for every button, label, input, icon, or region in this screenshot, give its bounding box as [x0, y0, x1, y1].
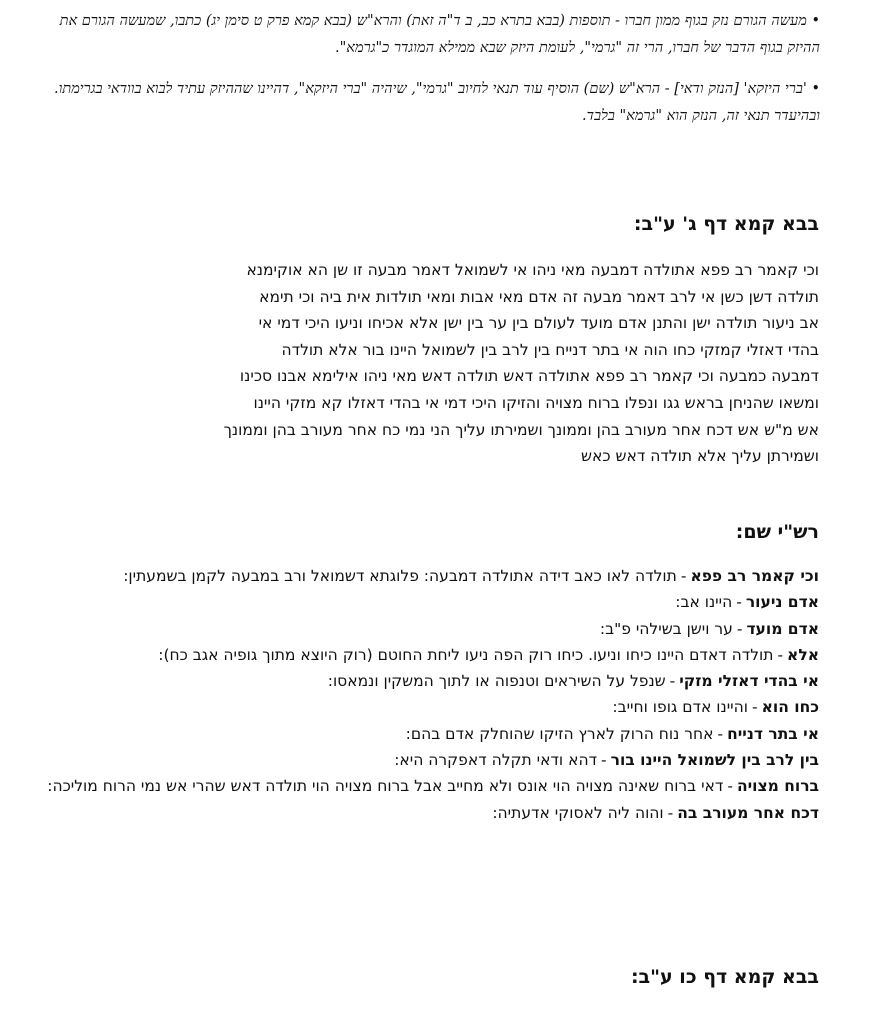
gemara-line: ומשאו שהניחן בראש גגו ונפלו ברוח מצויה והזיקו היכי דמי אי בהדי דאזלו קא מזקי היינו: [253, 393, 819, 412]
rashi-entry: [41, 589, 819, 615]
dibur-hamatchil: אי בהדי דאזלי מזקי: [679, 672, 819, 691]
rashi-text: דאי ברוח שאינה מצויה הוי אונס ולא מחייב אבל ברוח מצויה הוי תולדה דאש שהרי אש נמי הרוח מוליכה:: [47, 777, 724, 796]
dash-separator: -: [680, 567, 687, 585]
dash-separator: -: [736, 619, 743, 638]
dash-separator: -: [601, 751, 607, 770]
gemara-line: אב ניעור תולדה ישן והתנן אדם מועד לעולם בין ער בין ישן אלא אכיחו וניעו היכי דמי אי: [258, 314, 819, 333]
rashi-text: דהא ודאי תקלה דאפקרה היא:: [394, 751, 598, 770]
note-text: 'ברי היזקא' [הנזק ודאי] - הרא"ש (שם) הוסיף עוד תנאי לחיוב "גרמי", שיהיה "ברי היזקא", דהיינו שההיזק עתיד לבוא בוודאי בגרימתו. ובהיעדר תנאי זה, הנזק הוא "גרמא" בלבד.: [54, 81, 820, 124]
gemara-line: דמבעה כמבעה וכי קאמר רב פפא אתולדה דאש תולדה דאש מאי ניהו אילימא אבנו סכינו: [239, 367, 819, 386]
rashi-entry: [41, 773, 819, 799]
rashi-entry: [41, 747, 819, 773]
dibur-hamatchil: אדם ניעור: [745, 593, 819, 612]
gemara-line: אש מ"ש אש דכח אחר מעורב בהן וממונך ושמירתו עליך הני נמי כח אחר מעורב בהן וממונך: [223, 420, 819, 439]
rashi-entry: [41, 668, 819, 694]
dibur-hamatchil: אלא: [787, 645, 819, 664]
dibur-hamatchil: דכח אחר מעורב בה: [677, 803, 819, 822]
rashi-text: והיינו אדם גופו וחייב:: [612, 698, 748, 717]
rashi-text: אחר נוח הרוק לארץ הזיקו שהוחלק אדם בהם:: [405, 724, 714, 743]
rashi-text: ער וישן בשילהי פ"ב:: [599, 619, 733, 638]
dash-separator: -: [667, 803, 674, 822]
gemara-line: תולדה דשן כשן אי לרב דאמר מבעה זה אדם מאי אבות ומאי תולדות אית ביה וכי תימא: [259, 287, 819, 306]
gemara-line: בהדי דאזלי קמזקי כחו הוה אי בתר דנייח בין לרב בין לשמואל היינו בור אלא תולדה: [281, 340, 819, 359]
dibur-hamatchil: ברוח מצויה: [736, 777, 819, 796]
bullet-icon: •: [811, 13, 820, 29]
rashi-entry: [41, 616, 819, 642]
section-heading-rashi: רש"י שם:: [735, 521, 819, 543]
dibur-hamatchil: אדם מועד: [746, 619, 819, 638]
rashi-text: והוה ליה לאסוקי אדעתיה:: [492, 803, 664, 822]
rashi-entry: [41, 721, 819, 747]
dibur-hamatchil: כחו הוא: [761, 698, 819, 717]
gemara-line: ושמירתן עליך אלא תולדה דאש כאש: [581, 447, 819, 466]
gemara-text: [101, 257, 819, 470]
rashi-entry: [41, 563, 819, 589]
rashi-entry: [41, 694, 819, 720]
rashi-commentary: [41, 563, 819, 826]
bullet-icon: •: [811, 81, 820, 97]
dibur-hamatchil: בין לרב בין לשמואל היינו בור: [610, 751, 819, 770]
section-heading-bk-3b: בבא קמא דף ג' ע"ב:: [633, 213, 819, 235]
dash-separator: -: [736, 593, 742, 612]
rashi-text: שנפל על השיראים וטנפוה או לתוך המשקין ונמאסו:: [327, 672, 666, 691]
rashi-entry: [41, 642, 819, 668]
note-gorem-nezek: [38, 8, 820, 62]
rashi-text: היינו אב:: [675, 593, 733, 612]
rashi-text: תולדה לאו כאב דידה אתולדה דמבעה: פלוגתא דשמואל ורב במבעה לקמן בשמעתין:: [123, 567, 677, 585]
dibur-hamatchil: אי בתר דנייח: [727, 724, 819, 743]
gemara-line: וכי קאמר רב פפא אתולדה דמבעה מאי ניהו אי לשמואל דאמר מבעה זו שן הא אוקימנא: [246, 261, 819, 279]
dash-separator: -: [752, 698, 758, 717]
note-bari-hezeka: [38, 76, 820, 130]
dibur-hamatchil: וכי קאמר רב פפא: [690, 567, 819, 585]
rashi-entry: [41, 800, 819, 826]
dash-separator: -: [669, 672, 676, 691]
note-text: מעשה הגורם נזק בגוף ממון חברו - תוספות (בבא בתרא כב, ב ד"ה זאת) והרא"ש (בבא קמא פרק ט סימן יג) כתבו, שמעשה הגורם את ההיזק בגוף הדבר של חברו, הרי זה "גרמי", לעומת היזק שבא ממילא המוגדר כ"גרמא".: [59, 13, 820, 56]
rashi-text: תולדה דאדם היינו כיחו וניעו. כיחו רוק הפה ניעו ליחת החוטם (רוק היוצא מתוך גופיה אגב כח):: [158, 645, 774, 664]
dash-separator: -: [727, 777, 733, 796]
dash-separator: -: [717, 724, 724, 743]
dash-separator: -: [777, 645, 784, 664]
section-heading-bk-26b: בבא קמא דף כו ע"ב:: [630, 966, 819, 988]
